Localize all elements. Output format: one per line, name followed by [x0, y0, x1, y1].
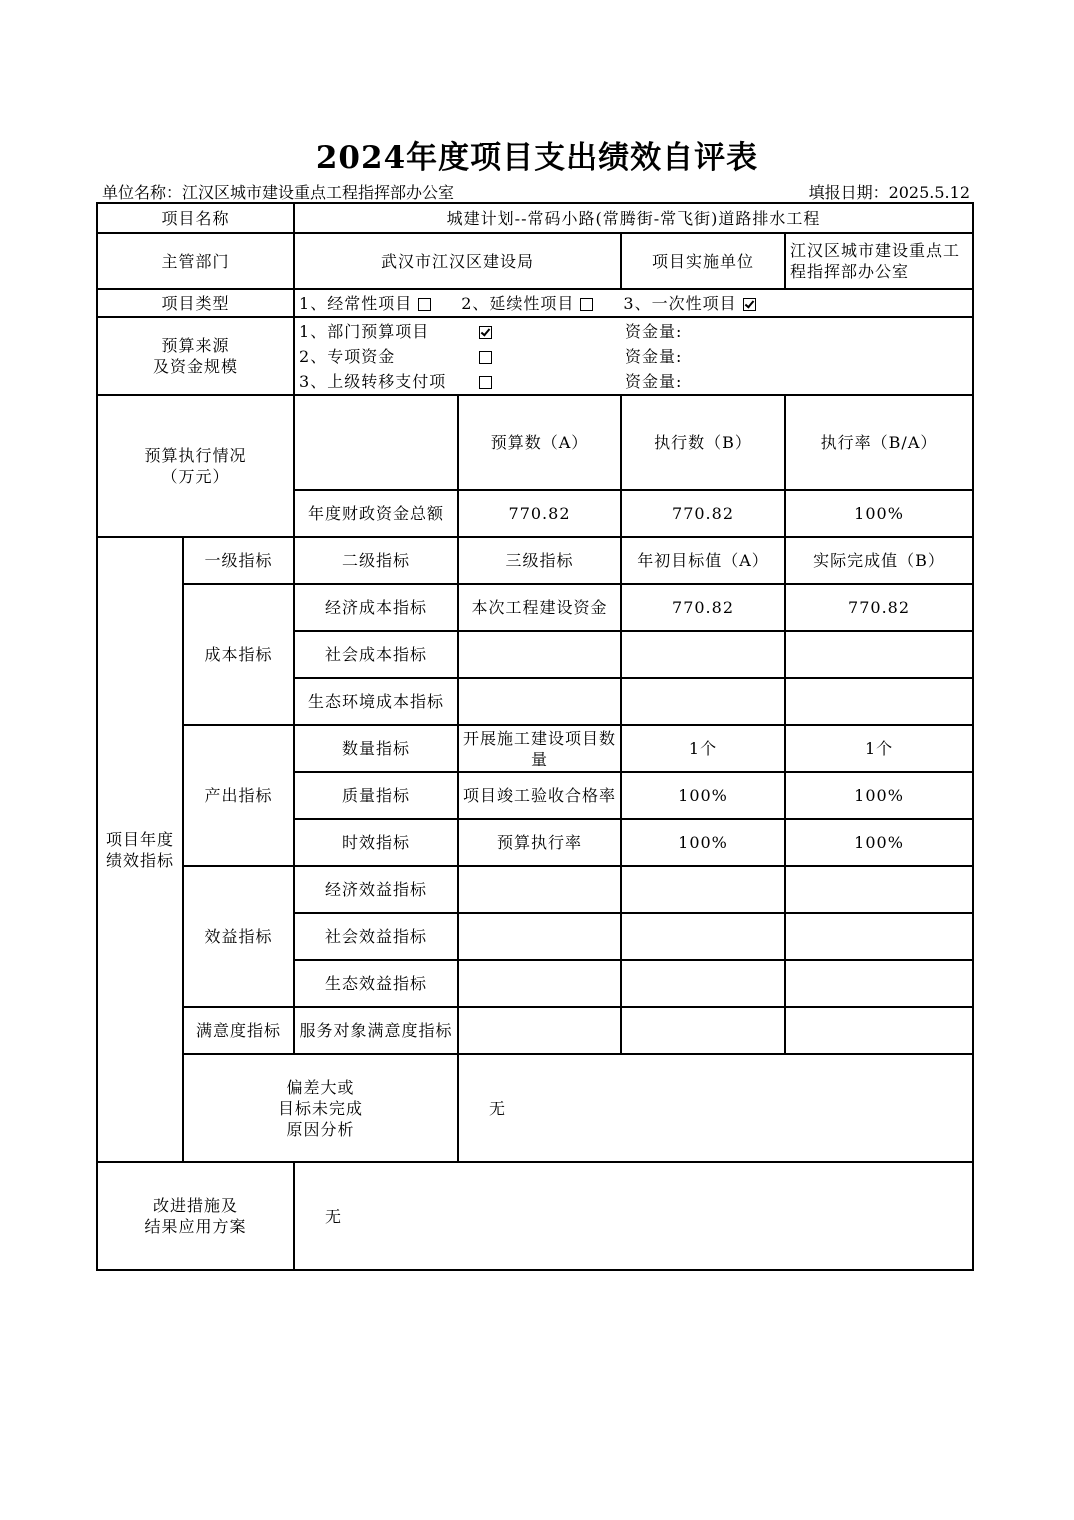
target-cell [621, 960, 785, 1007]
level3-cell: 预算执行率 [458, 819, 621, 866]
exec-label: 预算执行情况 （万元） [97, 395, 294, 537]
type-option-3: 3、一次性项目 [623, 293, 755, 314]
actual-cell [785, 866, 973, 913]
perf-label: 项目年度 绩效指标 [97, 537, 183, 1162]
type-option-2: 2、延续性项目 [461, 293, 593, 314]
target-cell: 100% [621, 819, 785, 866]
type-options [294, 289, 973, 317]
level3-cell [458, 960, 621, 1007]
exec-blank-header [294, 395, 458, 490]
level2-cell: 质量指标 [294, 772, 458, 819]
improve-label: 改进措施及 结果应用方案 [97, 1162, 294, 1270]
target-cell [621, 1007, 785, 1054]
project-name-label: 项目名称 [97, 203, 294, 233]
source-row-1: 1、部门预算项目 资金量: [299, 321, 683, 341]
improve-value: 无 [294, 1162, 973, 1270]
actual-cell [785, 1007, 973, 1054]
level2-cell: 数量指标 [294, 725, 458, 772]
checkbox-icon[interactable] [743, 298, 756, 311]
type-option-1: 1、经常性项目 [299, 293, 431, 314]
actual-cell [785, 960, 973, 1007]
checkbox-icon[interactable] [479, 326, 492, 339]
checkbox-icon[interactable] [479, 351, 492, 364]
dept-label: 主管部门 [97, 233, 294, 289]
level2-cell: 社会效益指标 [294, 913, 458, 960]
impl-label: 项目实施单位 [621, 233, 785, 289]
output-level1: 产出指标 [183, 725, 294, 866]
table-row [97, 1007, 973, 1054]
level3-cell [458, 1007, 621, 1054]
level2-cell: 社会成本指标 [294, 631, 458, 678]
level2-cell: 生态环境成本指标 [294, 678, 458, 725]
impl-value: 江汉区城市建设重点工程指挥部办公室 [785, 233, 973, 289]
fill-date: 填报日期：2025.5.12 [808, 183, 970, 202]
perf-header-level1: 一级指标 [183, 537, 294, 584]
table-row [97, 725, 973, 772]
target-cell: 770.82 [621, 584, 785, 631]
dept-value: 武汉市江汉区建设局 [294, 233, 621, 289]
level2-cell: 经济效益指标 [294, 866, 458, 913]
exec-row-label: 年度财政资金总额 [294, 490, 458, 537]
level2-cell: 经济成本指标 [294, 584, 458, 631]
level3-cell: 项目竣工验收合格率 [458, 772, 621, 819]
satisfaction-level1: 满意度指标 [183, 1007, 294, 1054]
table-row [97, 866, 973, 913]
target-cell [621, 678, 785, 725]
level3-cell [458, 866, 621, 913]
target-cell [621, 631, 785, 678]
level3-cell [458, 678, 621, 725]
deviation-value: 无 [458, 1054, 973, 1162]
target-cell [621, 913, 785, 960]
source-row-3: 3、上级转移支付项 资金量: [299, 371, 683, 391]
level3-cell [458, 631, 621, 678]
exec-budget-value: 770.82 [458, 490, 621, 537]
level3-cell [458, 913, 621, 960]
exec-executed-value: 770.82 [621, 490, 785, 537]
actual-cell [785, 678, 973, 725]
perf-header-level2: 二级指标 [294, 537, 458, 584]
checkbox-icon[interactable] [479, 376, 492, 389]
actual-cell: 100% [785, 819, 973, 866]
level2-cell: 时效指标 [294, 819, 458, 866]
exec-header-executed: 执行数（B） [621, 395, 785, 490]
deviation-label: 偏差大或 目标未完成 原因分析 [183, 1054, 458, 1162]
level3-cell: 开展施工建设项目数量 [458, 725, 621, 772]
target-cell: 1个 [621, 725, 785, 772]
actual-cell [785, 913, 973, 960]
level3-cell: 本次工程建设资金 [458, 584, 621, 631]
perf-header-actual: 实际完成值（B） [785, 537, 973, 584]
actual-cell: 1个 [785, 725, 973, 772]
cost-level1: 成本指标 [183, 584, 294, 725]
project-name-value: 城建计划--常码小路(常腾街-常飞街)道路排水工程 [294, 203, 973, 233]
source-options [294, 317, 973, 395]
perf-header-target: 年初目标值（A） [621, 537, 785, 584]
benefit-level1: 效益指标 [183, 866, 294, 1007]
checkbox-icon[interactable] [580, 298, 593, 311]
exec-rate-value: 100% [785, 490, 973, 537]
exec-header-rate: 执行率（B/A） [785, 395, 973, 490]
target-cell: 100% [621, 772, 785, 819]
level2-cell: 服务对象满意度指标 [294, 1007, 458, 1054]
actual-cell [785, 631, 973, 678]
actual-cell: 100% [785, 772, 973, 819]
level2-cell: 生态效益指标 [294, 960, 458, 1007]
source-row-2: 2、专项资金 资金量: [299, 346, 683, 366]
unit-name: 单位名称：江汉区城市建设重点工程指挥部办公室 [102, 183, 455, 202]
source-label: 预算来源 及资金规模 [97, 317, 294, 395]
page-title: 2024年度项目支出绩效自评表 [315, 140, 759, 176]
type-label: 项目类型 [97, 289, 294, 317]
table-row [97, 584, 973, 631]
target-cell [621, 866, 785, 913]
evaluation-table [96, 202, 974, 1271]
perf-header-level3: 三级指标 [458, 537, 621, 584]
exec-header-budget: 预算数（A） [458, 395, 621, 490]
actual-cell: 770.82 [785, 584, 973, 631]
checkbox-icon[interactable] [418, 298, 431, 311]
